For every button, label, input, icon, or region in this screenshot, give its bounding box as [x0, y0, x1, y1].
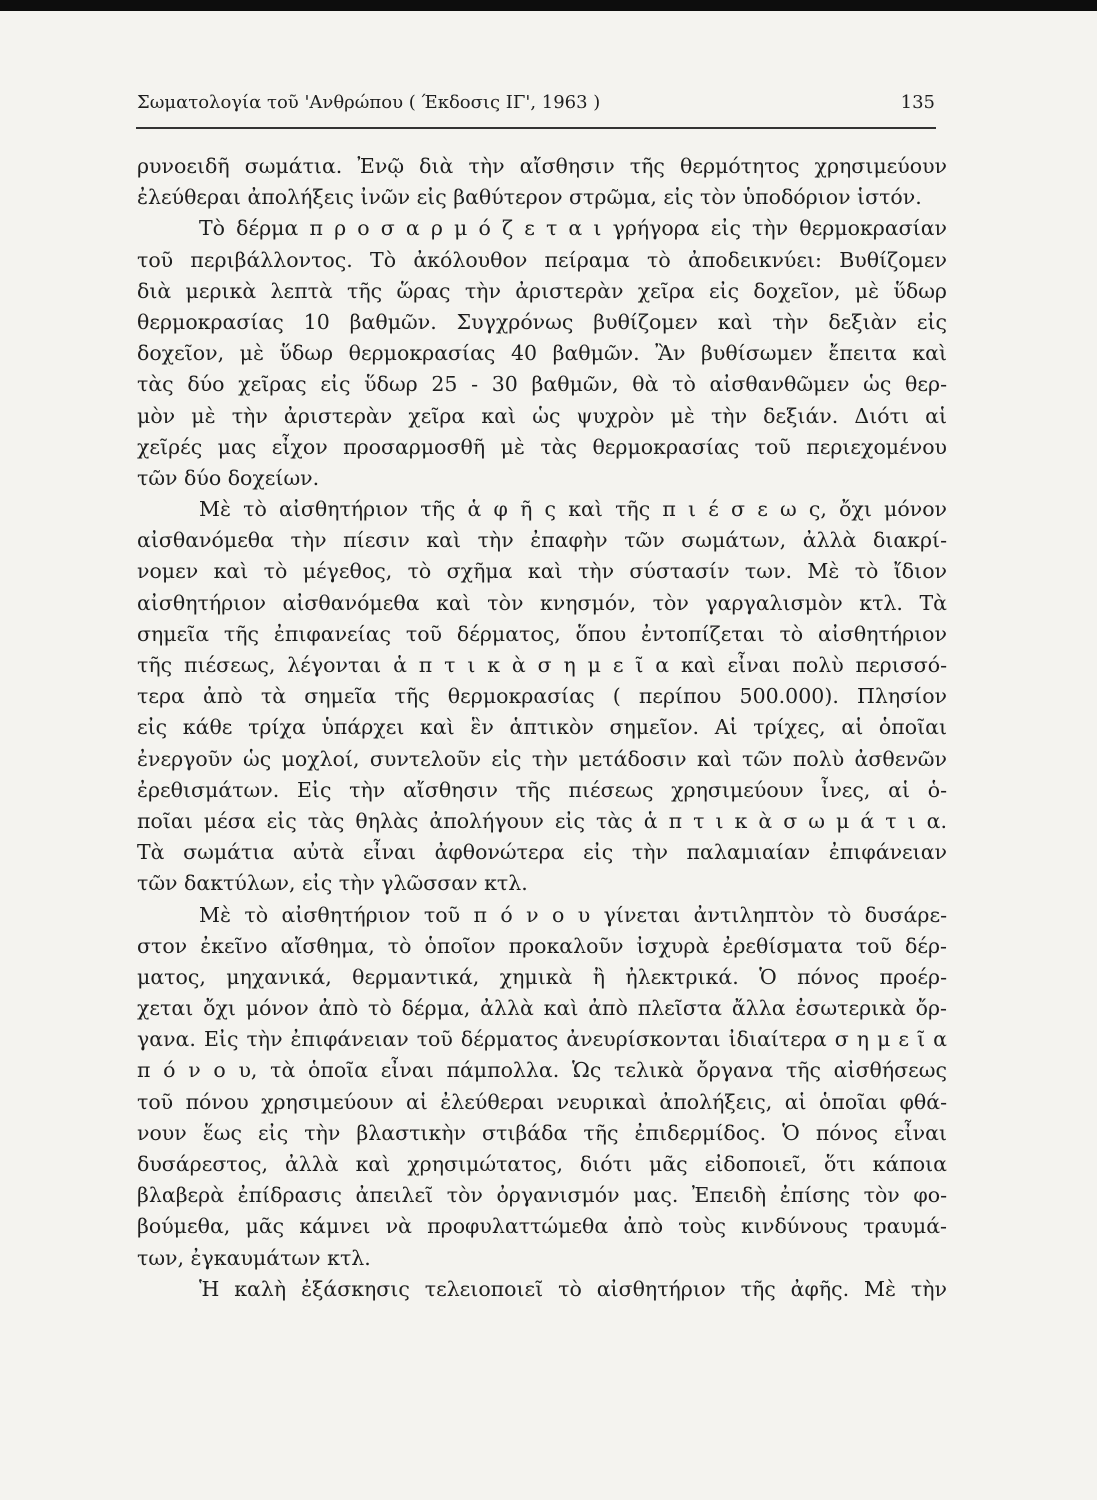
text-line: διὰ μερικὰ λεπτὰ τῆς ὥρας τὴν ἀριστερὰν χεῖρα εἰς δοχεῖον, μὲ ὕδωρ [137, 278, 947, 303]
text-line: τοῦ πόνου χρησιμεύουν αἱ ἐλεύθεραι νευρικαὶ ἀπολήξεις, αἱ ὁποῖαι φθά- [137, 1089, 947, 1114]
text-line: νουν ἕως εἰς τὴν βλαστικὴν στιβάδα τῆς ἐπιδερμίδος. Ὁ πόνος εἶναι [137, 1120, 947, 1145]
text-line: Μὲ τὸ αἰσθητήριον τοῦ π ό ν ο υ γίνεται ἀντιληπτὸν τὸ δυσάρε- [199, 902, 947, 927]
text-line: ποῖαι μέσα εἰς τὰς θηλὰς ἀπολήγουν εἰς τὰς ἁ π τ ι κ ὰ σ ω μ ά τ ι α. [137, 808, 947, 833]
text-line: Τὸ δέρμα π ρ ο σ α ρ μ ό ζ ε τ α ι γρήγορα εἰς τὴν θερμοκρασίαν [199, 216, 947, 241]
text-line: σημεῖα τῆς ἐπιφανείας τοῦ δέρματος, ὅπου ἐντοπίζεται τὸ αἰσθητήριον [137, 621, 947, 646]
body-text [137, 151, 947, 1305]
text-line: ἐλεύθεραι ἀπολήξεις ἰνῶν εἰς βαθύτερον στρῶμα, εἰς τὸν ὑποδόριον ἱστόν. [137, 185, 922, 210]
text-line: π ό ν ο υ, τὰ ὁποῖα εἶναι πάμπολλα. Ὡς τελικὰ ὄργανα τῆς αἰσθήσεως [137, 1058, 947, 1083]
text-line: Ἡ καλὴ ἐξάσκησις τελειοποιεῖ τὸ αἰσθητήριον τῆς ἀφῆς. Μὲ τὴν [199, 1276, 947, 1301]
text-line: τῆς πιέσεως, λέγονται ἁ π τ ι κ ὰ σ η μ ε ῖ α καὶ εἶναι πολὺ περισσό- [137, 653, 947, 677]
text-line: νομεν καὶ τὸ μέγεθος, τὸ σχῆμα καὶ τὴν σύστασίν των. Μὲ τὸ ἴδιον [137, 559, 947, 584]
text-line: τῶν δακτύλων, εἰς τὴν γλῶσσαν κτλ. [137, 871, 528, 896]
text-line: στον ἐκεῖνο αἴσθημα, τὸ ὁποῖον προκαλοῦν ἰσχυρὰ ἐρεθίσματα τοῦ δέρ- [137, 933, 947, 958]
text-line: εἰς κάθε τρίχα ὑπάρχει καὶ ἓν ἁπτικὸν σημεῖον. Αἱ τρίχες, αἱ ὁποῖαι [137, 715, 947, 740]
text-line: τῶν δύο δοχείων. [137, 465, 320, 490]
running-header [137, 92, 935, 113]
text-line: αἰσθανόμεθα τὴν πίεσιν καὶ τὴν ἐπαφὴν τῶν σωμάτων, ἀλλὰ διακρί- [137, 528, 947, 553]
text-line: βούμεθα, μᾶς κάμνει νὰ προφυλαττώμεθα ἀπὸ τοὺς κινδύνους τραυμά- [137, 1214, 947, 1239]
text-line: δοχεῖον, μὲ ὕδωρ θερμοκρασίας 40 βαθμῶν. Ἂν βυθίσωμεν ἔπειτα καὶ [137, 341, 947, 366]
text-line: ἐρεθισμάτων. Εἰς τὴν αἴσθησιν τῆς πιέσεως χρησιμεύουν ἶνες, αἱ ὁ- [137, 777, 947, 802]
text-line: μὸν μὲ τὴν ἀριστερὰν χεῖρα καὶ ὡς ψυχρὸν μὲ τὴν δεξιάν. Διότι αἱ [137, 403, 947, 428]
scan-top-border [0, 0, 1097, 11]
text-line: ἐνεργοῦν ὡς μοχλοί, συντελοῦν εἰς τὴν μετάδοσιν καὶ τῶν πολὺ ἀσθενῶν [137, 746, 947, 771]
text-line: ρυνοειδῆ σωμάτια. Ἐνῷ διὰ τὴν αἴσθησιν τῆς θερμότητος χρησιμεύουν [137, 154, 947, 178]
text-line: Τὰ σωμάτια αὐτὰ εἶναι ἀφθονώτερα εἰς τὴν παλαμιαίαν ἐπιφάνειαν [137, 840, 947, 865]
text-line: ματος, μηχανικά, θερμαντικά, χημικὰ ἢ ἠλεκτρικά. Ὁ πόνος προέρ- [137, 964, 947, 989]
text-line: Μὲ τὸ αἰσθητήριον τῆς ἁ φ ῆ ς καὶ τῆς π ι έ σ ε ω ς, ὄχι μόνον [199, 497, 947, 522]
text-line: θερμοκρασίας 10 βαθμῶν. Συγχρόνως βυθίζομεν καὶ τὴν δεξιὰν εἰς [137, 309, 947, 334]
text-line: βλαβερὰ ἐπίδρασις ἀπειλεῖ τὸν ὀργανισμόν μας. Ἐπειδὴ ἐπίσης τὸν φο- [137, 1183, 947, 1208]
text-line: δυσάρεστος, ἀλλὰ καὶ χρησιμώτατος, διότι μᾶς εἰδοποιεῖ, ὅτι κάποια [137, 1152, 947, 1176]
header-rule [136, 127, 936, 129]
text-line: αἰσθητήριον αἰσθανόμεθα καὶ τὸν κνησμόν, τὸν γαργαλισμὸν κτλ. Τὰ [137, 590, 947, 615]
text-line: τὰς δύο χεῖρας εἰς ὕδωρ 25 - 30 βαθμῶν, θὰ τὸ αἰσθανθῶμεν ὡς θερ- [137, 372, 947, 397]
text-line: τοῦ περιβάλλοντος. Τὸ ἀκόλουθον πείραμα τὸ ἀποδεικνύει: Βυθίζομεν [137, 247, 947, 272]
page-number: 135 [900, 92, 935, 113]
running-title: Σωματολογία τοῦ 'Ανθρώπου ( Έκδοσις ΙΓ', 1963 ) [137, 92, 601, 113]
text-line: γανα. Εἰς τὴν ἐπιφάνειαν τοῦ δέρματος ἀνευρίσκονται ἰδιαίτερα σ η μ ε ῖ α [137, 1027, 947, 1052]
text-line: χεῖρές μας εἶχον προσαρμοσθῆ μὲ τὰς θερμοκρασίας τοῦ περιεχομένου [137, 434, 947, 459]
text-line: τερα ἀπὸ τὰ σημεῖα τῆς θερμοκρασίας ( περίπου 500.000). Πλησίον [137, 684, 947, 709]
text-line: των, ἐγκαυμάτων κτλ. [137, 1245, 371, 1270]
text-line: χεται ὄχι μόνον ἀπὸ τὸ δέρμα, ἀλλὰ καὶ ἀπὸ πλεῖστα ἄλλα ἐσωτερικὰ ὄρ- [137, 996, 947, 1021]
